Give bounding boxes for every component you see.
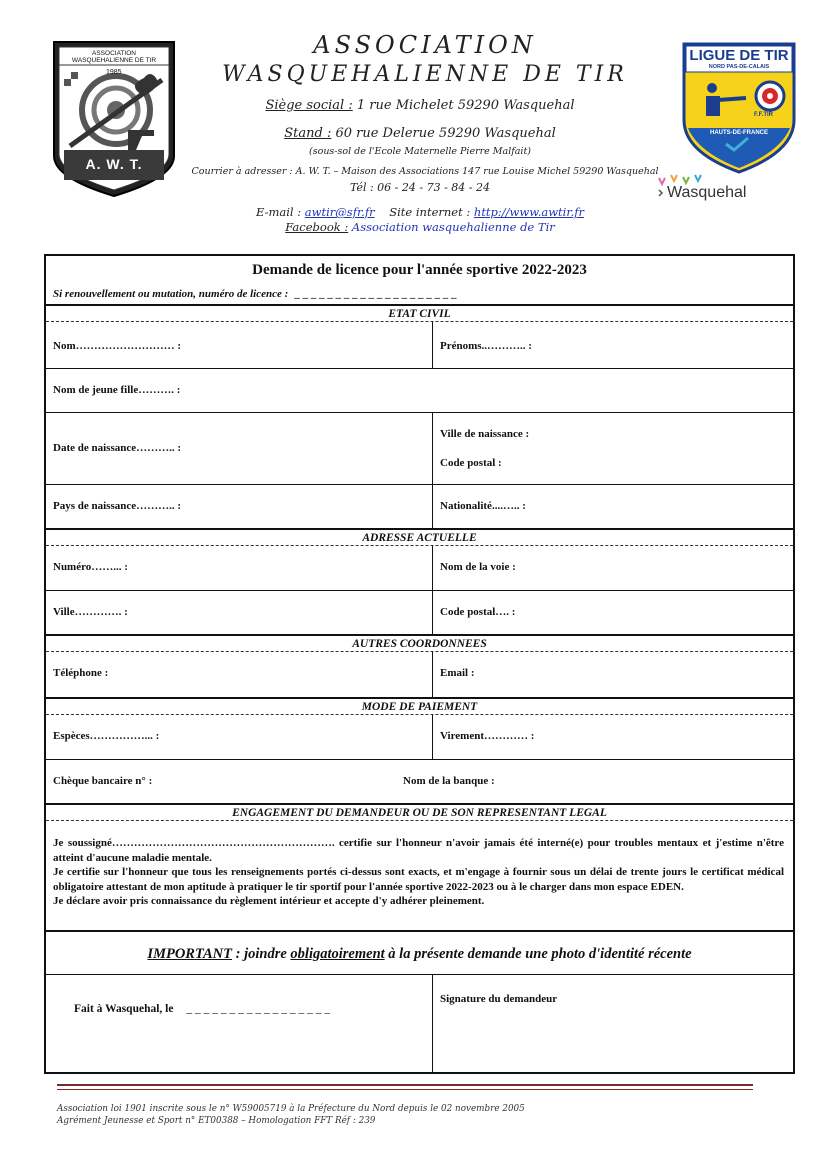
section-etat-civil: ETAT CIVIL (46, 304, 793, 322)
row-nom (46, 322, 793, 368)
important-part1: : joindre (232, 946, 291, 962)
important-notice (46, 930, 793, 974)
stand-address: 60 rue Delerue 59290 Wasquehal (335, 126, 556, 141)
pays-naissance-field[interactable]: Pays de naissance……….. : (53, 500, 182, 512)
important-word2: obligatoirement (290, 946, 385, 962)
numero-field[interactable]: Numéro……... : (53, 561, 128, 573)
siege-social (160, 98, 680, 113)
ligue-de-tir-logo (680, 40, 798, 175)
engagement-text (46, 836, 793, 909)
courrier-address: Courrier à adresser : A. W. T. – Maison des Associations 147 rue Louise Michel 59290 Wasquehal (191, 166, 659, 177)
row-pays-naissance (46, 484, 793, 528)
awt-logo-initials: A. W. T. (85, 156, 143, 172)
ville-field[interactable]: Ville…………. : (53, 606, 128, 618)
awt-logo-year: 1985 (106, 69, 122, 76)
wasquehal-logo-text: Wasquehal (667, 184, 747, 201)
prenoms-field[interactable]: Prénoms..……….. : (440, 340, 532, 352)
footer (57, 1103, 525, 1127)
renewal-label: Si renouvellement ou mutation, numéro de licence : (53, 288, 289, 300)
header-title-line1: ASSOCIATION (313, 31, 537, 59)
nom-voie-field[interactable]: Nom de la voie : (440, 561, 516, 573)
siege-label: Siège social : (265, 98, 353, 113)
date-naissance-field[interactable]: Date de naissance……….. : (53, 442, 182, 454)
row-signature (46, 974, 793, 1072)
row-telephone (46, 652, 793, 697)
header-title-line2: WASQUEHALIENNE DE TIR (222, 62, 628, 87)
ligue-region: HAUTS-DE-FRANCE (710, 130, 768, 136)
siege-address: 1 rue Michelet 59290 Wasquehal (356, 98, 575, 113)
engagement-p3: Je déclare avoir pris connaissance du règlement intérieur et accepte d'y adhérer pleinement. (53, 895, 485, 907)
banque-field[interactable]: Nom de la banque : (403, 775, 495, 787)
stand (160, 126, 680, 141)
ligue-title: LIGUE DE TIR (689, 47, 789, 64)
telephone-number: Tél : 06 - 24 - 73 - 84 - 24 (349, 181, 491, 194)
stand-note: (sous-sol de l'Ecole Maternelle Pierre Malfait) (309, 146, 531, 157)
section-engagement: ENGAGEMENT DU DEMANDEUR OU DE SON REPRESENTANT LEGAL (46, 803, 793, 821)
section-paiement: MODE DE PAIEMENT (46, 697, 793, 715)
footer-line1: Association loi 1901 inscrite sous le n° W59005719 à la Préfecture du Nord depuis le 02 novembre 2005 (57, 1104, 525, 1114)
virement-field[interactable]: Virement………… : (440, 730, 535, 742)
code-postal-naissance-field[interactable]: Code postal : (440, 457, 502, 469)
website-link[interactable]: http://www.awtir.fr (473, 205, 585, 219)
ligue-fftir: F.F.TIR (754, 112, 773, 118)
form-title: Demande de licence pour l'année sportive 2022-2023 (252, 262, 587, 278)
header-title (190, 30, 660, 90)
awt-logo-header: ASSOCIATION WASQUEHALIENNE DE TIR (71, 50, 157, 64)
email-field[interactable]: Email : (440, 667, 475, 679)
licence-form (44, 254, 795, 1074)
fait-a-row (74, 1003, 330, 1015)
section-adresse: ADRESSE ACTUELLE (46, 528, 793, 546)
code-postal-field[interactable]: Code postal…. : (440, 606, 516, 618)
facebook-name[interactable]: Association wasquehalienne de Tir (351, 220, 555, 234)
row-nom-jeune-fille (46, 368, 793, 412)
engagement-p2: Je certifie sur l'honneur que tous les renseignements portés ci-dessus sont exacts, et m'engage à fournir sous un délai de trente jours le certificat médical obligatoire attestant de mon aptitude à pratiquer le tir sportif pour l'année sportive 2022-2023 ou à le charger dans mon espace EDEN. (53, 866, 784, 893)
date-field[interactable]: _ _ _ _ _ _ _ _ _ _ _ _ _ _ _ _ _ (186, 1003, 331, 1015)
email-label: E-mail : (255, 205, 302, 219)
row-especes (46, 715, 793, 759)
row-date-naissance (46, 412, 793, 484)
renewal-row (46, 288, 793, 300)
section-coordonnees: AUTRES COORDONNEES (46, 634, 793, 652)
email-link[interactable]: awtir@sfr.fr (304, 205, 375, 219)
especes-field[interactable]: Espèces……………... : (53, 730, 160, 742)
row-ville (46, 590, 793, 634)
facebook-label: Facebook : (285, 220, 349, 234)
signature-field[interactable]: Signature du demandeur (440, 993, 558, 1005)
nationalite-field[interactable]: Nationalité....….. : (440, 500, 526, 512)
footer-line2: Agrément Jeunesse et Sport n° ET00388 – Homologation FFT Réf : 239 (57, 1116, 376, 1126)
stand-label: Stand : (284, 126, 332, 141)
ville-naissance-field[interactable]: Ville de naissance : (440, 428, 530, 440)
site-label: Site internet : (389, 205, 471, 219)
footer-rule-top (57, 1084, 753, 1086)
row-numero (46, 546, 793, 590)
important-part2: à la présente demande une photo d'identité récente (384, 946, 692, 962)
nom-field[interactable]: Nom……………………… : (53, 340, 182, 352)
important-word: IMPORTANT (147, 946, 233, 962)
facebook-line (160, 220, 680, 234)
nom-jeune-fille-field[interactable]: Nom de jeune fille………. : (53, 384, 181, 396)
fait-label: Fait à Wasquehal, le (74, 1003, 174, 1015)
telephone-field[interactable]: Téléphone : (53, 667, 109, 679)
cheque-field[interactable]: Chèque bancaire n° : (53, 775, 153, 787)
contact-line (160, 205, 680, 219)
footer-rule-bottom (57, 1089, 753, 1090)
ligue-sub: NORD PAS-DE-CALAIS (708, 64, 770, 70)
engagement-p1: Je soussigné……………………………………………………. certifie sur l'honneur n'avoir jamais été interné(e) pour troubles mentaux et j'estime n'être atteint d'aucune maladie mentale. (53, 837, 784, 864)
licence-number-field[interactable]: _ _ _ _ _ _ _ _ _ _ _ _ _ _ _ _ _ _ _ _ (295, 288, 458, 300)
row-cheque (46, 759, 793, 803)
